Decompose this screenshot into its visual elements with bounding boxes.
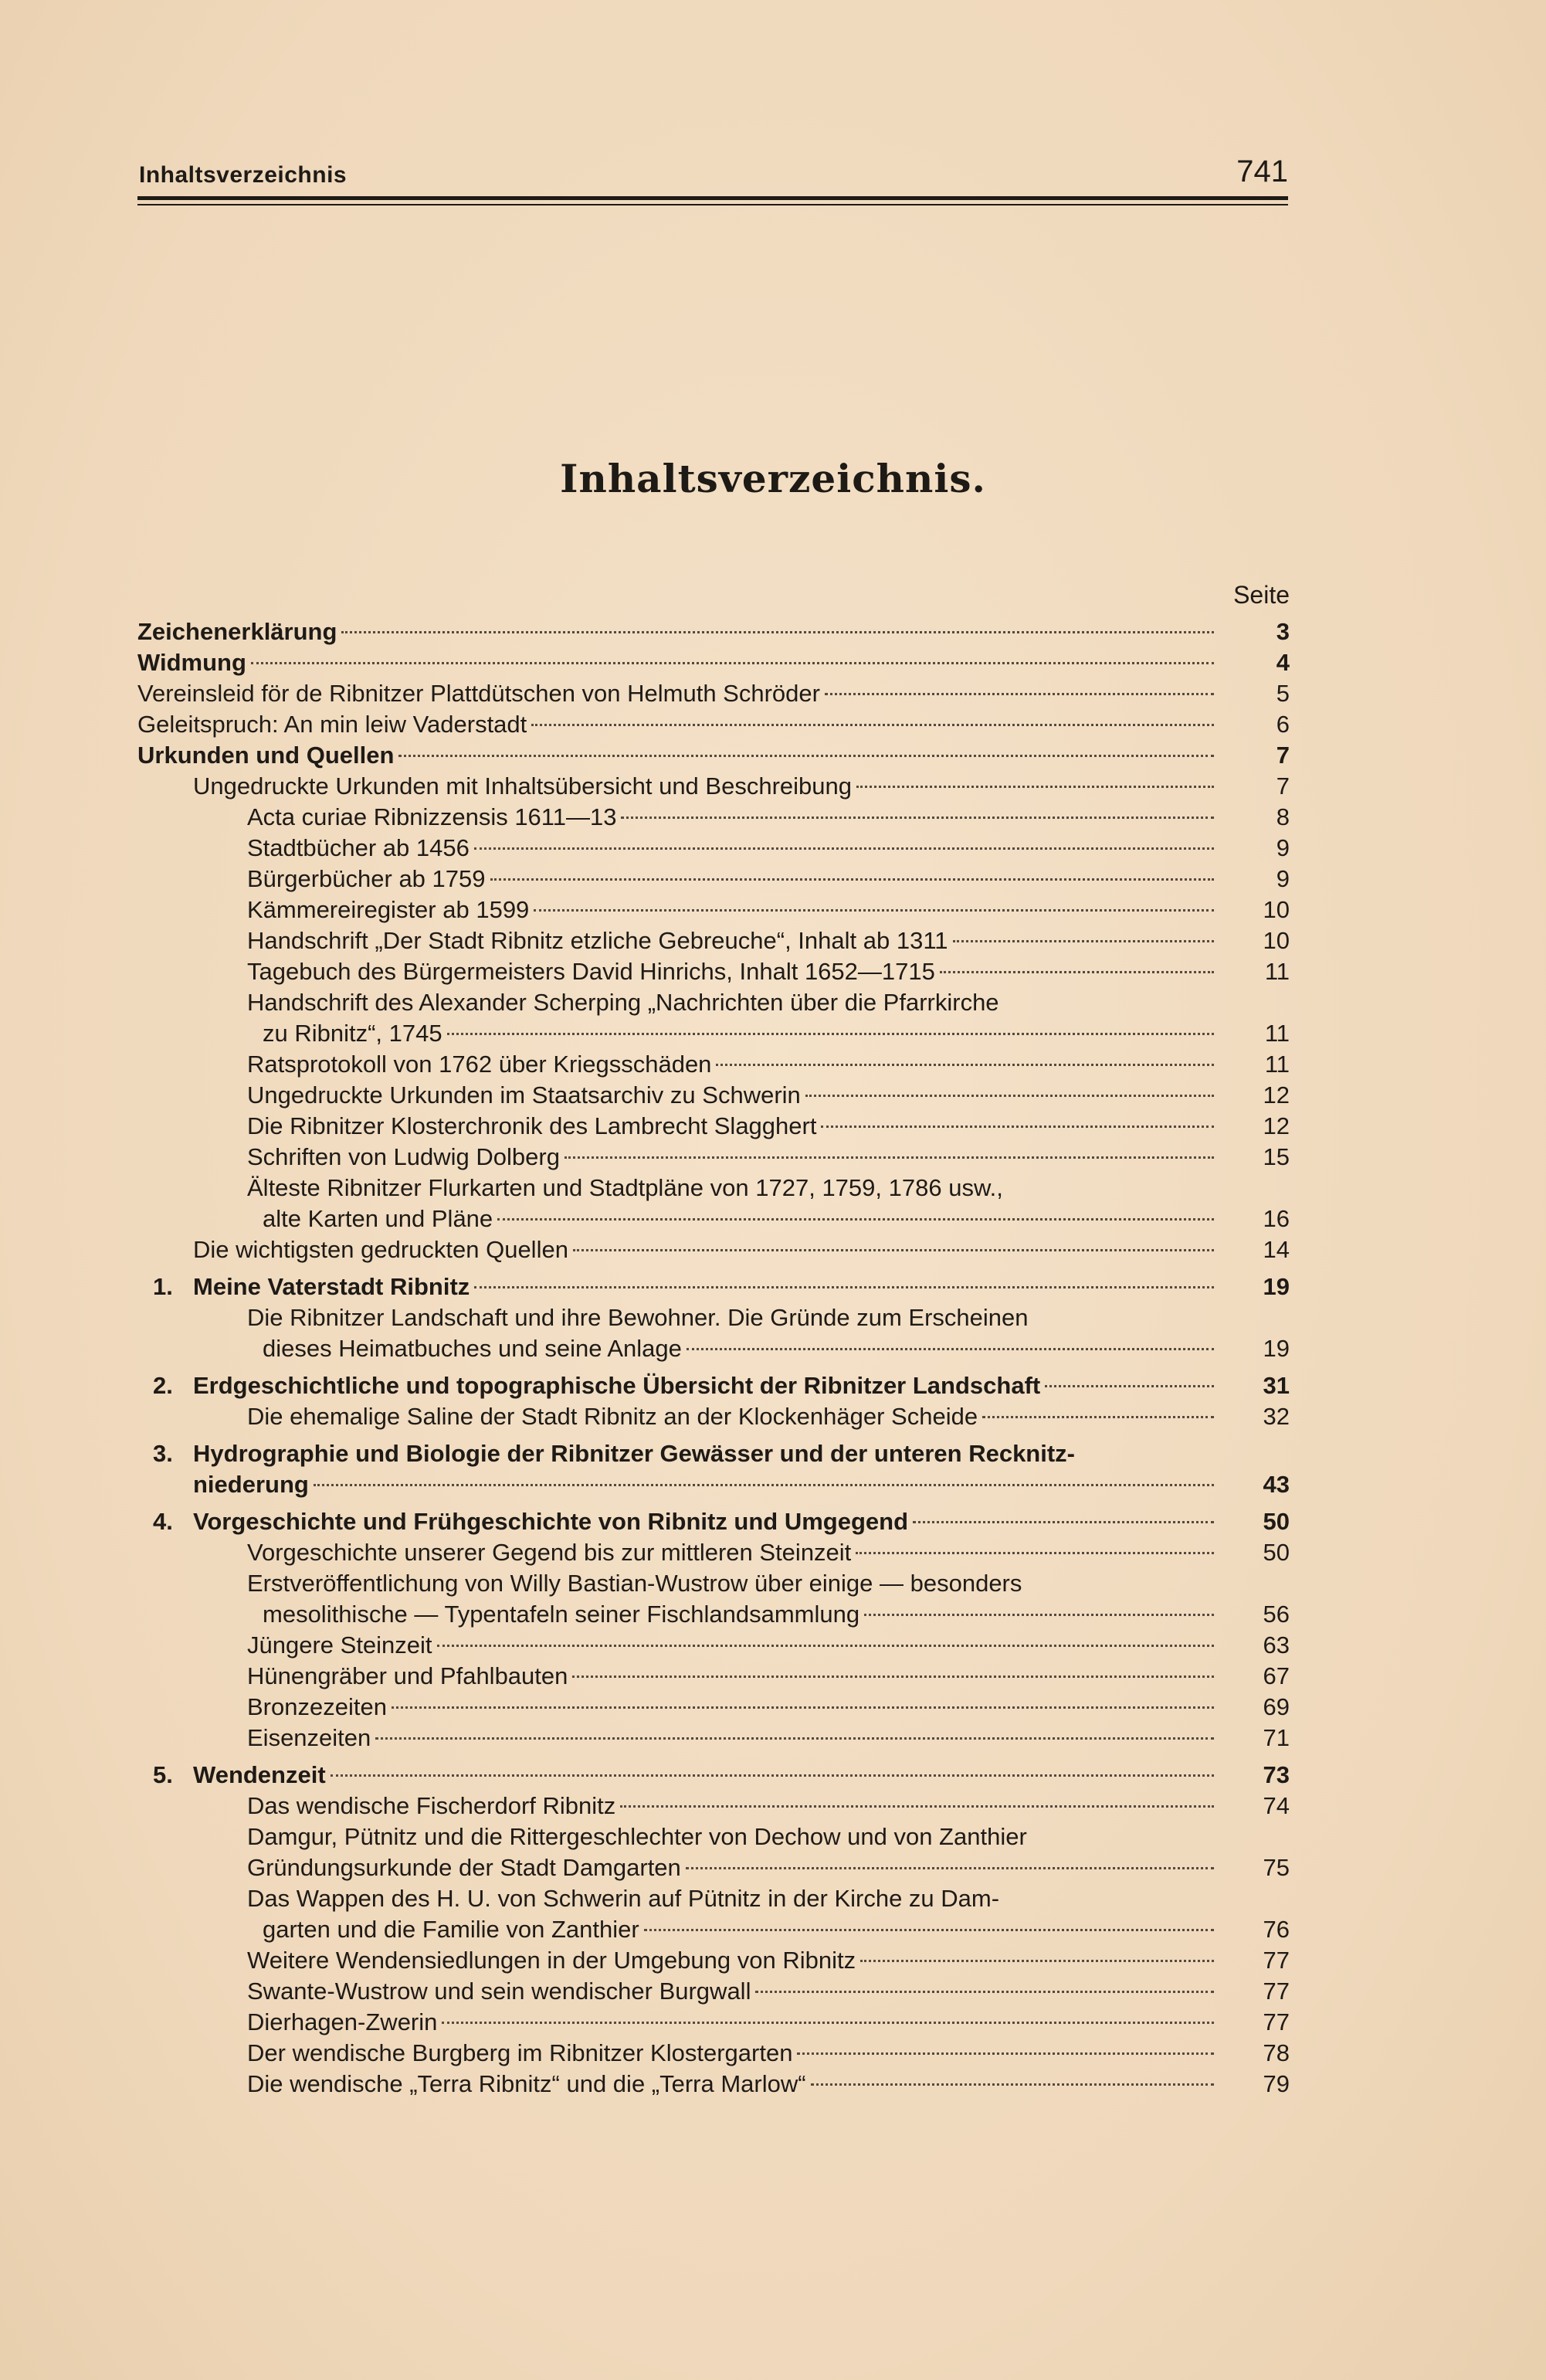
toc-entry-page: 7 bbox=[1276, 772, 1290, 800]
toc-entry-page: 4 bbox=[1276, 649, 1290, 676]
toc-entry-line bbox=[247, 833, 1219, 864]
toc-entry-title: Schriften von Ludwig Dolberg bbox=[247, 1143, 560, 1170]
toc-entry bbox=[137, 740, 1290, 771]
toc-entry-page: 69 bbox=[1263, 1693, 1290, 1720]
toc-entry-line bbox=[193, 1370, 1219, 1401]
toc-entry-page: 14 bbox=[1263, 1236, 1290, 1263]
toc-entry-page: 79 bbox=[1263, 2070, 1290, 2097]
toc-entry-page: 10 bbox=[1263, 927, 1290, 954]
toc-entry-title: Die Ribnitzer Klosterchronik des Lambrecht Slagghert bbox=[247, 1112, 817, 1139]
toc-entry bbox=[137, 1791, 1290, 1821]
toc-entry-title: Bürgerbücher ab 1759 bbox=[247, 865, 486, 892]
header-rule-thick bbox=[137, 196, 1288, 200]
toc-entry bbox=[137, 1537, 1290, 1568]
toc-leader-dots bbox=[490, 878, 1214, 881]
toc-entry-line bbox=[247, 2038, 1219, 2069]
toc-entry bbox=[137, 1852, 1290, 1883]
toc-leader-dots bbox=[573, 1248, 1214, 1251]
toc-leader-dots bbox=[442, 2021, 1214, 2024]
toc-entry-line bbox=[247, 1568, 1219, 1599]
toc-entry-title: Vorgeschichte und Frühgeschichte von Ribnitz und Umgegend bbox=[193, 1508, 909, 1535]
toc-entry-page: 43 bbox=[1263, 1471, 1290, 1498]
toc-entry-page: 32 bbox=[1263, 1403, 1290, 1430]
toc-entry-page: 73 bbox=[1263, 1761, 1290, 1788]
toc-entry-page: 63 bbox=[1263, 1631, 1290, 1659]
toc-entry bbox=[137, 1438, 1290, 1469]
toc-leader-dots bbox=[953, 939, 1214, 942]
toc-entry-page: 19 bbox=[1263, 1273, 1290, 1300]
toc-entry-title: Hydrographie und Biologie der Ribnitzer Gewässer und der unteren Recknitz- bbox=[193, 1440, 1076, 1467]
toc-entry-line bbox=[247, 1945, 1219, 1976]
toc-entry-line bbox=[193, 1234, 1219, 1265]
toc-entry bbox=[137, 2069, 1290, 2100]
toc-leader-dots bbox=[805, 1094, 1214, 1097]
toc-entry-page: 6 bbox=[1276, 711, 1290, 738]
toc-entry-line bbox=[247, 956, 1219, 987]
toc-entry-line bbox=[247, 802, 1219, 833]
toc-entry-page: 74 bbox=[1263, 1792, 1290, 1819]
toc-entry-line bbox=[263, 1599, 1219, 1630]
toc-leader-dots bbox=[860, 1959, 1214, 1962]
toc-entry-line bbox=[247, 2069, 1219, 2100]
toc-entry-title: Dierhagen-Zwerin bbox=[247, 2008, 438, 2035]
toc-entry bbox=[137, 1506, 1290, 1537]
page-number: 741 bbox=[1236, 154, 1288, 188]
toc-entry-title: Ungedruckte Urkunden mit Inhaltsübersicht und Beschreibung bbox=[193, 772, 852, 800]
toc-leader-dots bbox=[982, 1415, 1214, 1418]
toc-leader-dots bbox=[314, 1483, 1214, 1486]
toc-entry bbox=[137, 802, 1290, 833]
toc-leader-dots bbox=[864, 1613, 1214, 1616]
toc-entry-line bbox=[137, 616, 1219, 647]
toc-entry-line bbox=[137, 740, 1219, 771]
toc-entry-line bbox=[247, 895, 1219, 925]
page-column-label: Seite bbox=[1233, 581, 1290, 609]
toc-leader-dots bbox=[437, 1644, 1214, 1647]
page-title: Inhaltsverzeichnis. bbox=[560, 456, 986, 501]
toc-entry-line bbox=[263, 1914, 1219, 1945]
running-head-title: Inhaltsverzeichnis bbox=[139, 162, 348, 188]
toc-entry bbox=[137, 1469, 1290, 1500]
toc-entry-title: Handschrift des Alexander Scherping „Nachrichten über die Pfarrkirche bbox=[247, 989, 999, 1016]
toc-entry bbox=[137, 1271, 1290, 1302]
toc-entry-line bbox=[137, 647, 1219, 678]
toc-entry-title: Swante-Wustrow und sein wendischer Burgwall bbox=[247, 1978, 751, 2005]
toc-entry-line bbox=[247, 1692, 1219, 1723]
toc-leader-dots bbox=[856, 1551, 1214, 1554]
toc-leader-dots bbox=[716, 1063, 1214, 1066]
toc-entry-line bbox=[247, 1111, 1219, 1142]
toc-leader-dots bbox=[856, 785, 1214, 788]
toc-entry-title: Zeichenerklärung bbox=[137, 618, 337, 645]
toc-entry-title: Erdgeschichtliche und topographische Übersicht der Ribnitzer Landschaft bbox=[193, 1372, 1041, 1399]
toc-entry-title: Meine Vaterstadt Ribnitz bbox=[193, 1273, 470, 1300]
toc-entry bbox=[137, 1370, 1290, 1401]
toc-entry-page: 75 bbox=[1263, 1854, 1290, 1881]
toc-entry-line bbox=[247, 1661, 1219, 1692]
toc-entry-page: 12 bbox=[1263, 1112, 1290, 1139]
toc-entry-line bbox=[247, 1976, 1219, 2007]
toc-entry-line bbox=[193, 1469, 1219, 1500]
toc-entry-number: 5. bbox=[153, 1761, 173, 1788]
toc-leader-dots bbox=[447, 1032, 1214, 1035]
toc-entry-title: dieses Heimatbuches und seine Anlage bbox=[263, 1335, 682, 1362]
toc-entry-page: 5 bbox=[1276, 680, 1290, 707]
toc-entry-title: Geleitspruch: An min leiw Vaderstadt bbox=[137, 711, 527, 738]
toc-leader-dots bbox=[398, 754, 1214, 757]
toc-entry-page: 76 bbox=[1263, 1916, 1290, 1943]
toc-entry-title: Handschrift „Der Stadt Ribnitz etzliche Gebreuche“, Inhalt ab 1311 bbox=[247, 927, 948, 954]
toc-entry bbox=[137, 1914, 1290, 1945]
toc-entry-line bbox=[247, 1821, 1219, 1852]
toc-entry-page: 77 bbox=[1263, 1978, 1290, 2005]
toc-entry-line bbox=[263, 1333, 1219, 1364]
toc-leader-dots bbox=[251, 661, 1214, 664]
toc-leader-dots bbox=[331, 1774, 1214, 1777]
toc-entry-page: 3 bbox=[1276, 618, 1290, 645]
toc-entry-page: 11 bbox=[1264, 1051, 1290, 1078]
toc-entry-page: 8 bbox=[1276, 803, 1290, 830]
toc-entry-title: Die Ribnitzer Landschaft und ihre Bewohner. Die Gründe zum Erscheinen bbox=[247, 1304, 1029, 1331]
toc-entry-title: Kämmereiregister ab 1599 bbox=[247, 896, 530, 923]
running-head bbox=[137, 154, 1288, 198]
toc-entry-title: Vorgeschichte unserer Gegend bis zur mittleren Steinzeit bbox=[247, 1539, 852, 1566]
toc-leader-dots bbox=[940, 970, 1214, 973]
toc-entry-title: mesolithische — Typentafeln seiner Fischlandsammlung bbox=[263, 1601, 860, 1628]
toc-entry bbox=[137, 1333, 1290, 1364]
toc-entry-line bbox=[137, 678, 1219, 709]
toc-entry-title: Widmung bbox=[137, 649, 246, 676]
toc-entry-line bbox=[263, 1204, 1219, 1234]
toc-entry-line bbox=[247, 1723, 1219, 1754]
toc-entry-title: zu Ribnitz“, 1745 bbox=[263, 1020, 442, 1047]
toc-leader-dots bbox=[497, 1217, 1214, 1221]
toc-entry-page: 77 bbox=[1263, 2008, 1290, 2035]
toc-entry-page: 15 bbox=[1263, 1143, 1290, 1170]
toc-leader-dots bbox=[825, 692, 1214, 695]
toc-entry bbox=[137, 1760, 1290, 1791]
toc-leader-dots bbox=[644, 1928, 1214, 1931]
toc-entry-line bbox=[247, 1883, 1219, 1914]
toc-entry-title: Die wichtigsten gedruckten Quellen bbox=[193, 1236, 568, 1263]
toc-entry-title: Ratsprotokoll von 1762 über Kriegsschäden bbox=[247, 1051, 712, 1078]
toc-entry bbox=[137, 864, 1290, 895]
toc-entry-title: niederung bbox=[193, 1471, 309, 1498]
toc-entry-number: 1. bbox=[153, 1273, 173, 1300]
toc-entry bbox=[137, 616, 1290, 647]
toc-entry bbox=[137, 1204, 1290, 1234]
toc-entry bbox=[137, 1692, 1290, 1723]
toc-entry bbox=[137, 956, 1290, 987]
toc-leader-dots bbox=[621, 816, 1214, 819]
toc-entry bbox=[137, 1111, 1290, 1142]
toc-entry-page: 78 bbox=[1263, 2039, 1290, 2066]
toc-entry bbox=[137, 833, 1290, 864]
toc-entry bbox=[137, 1976, 1290, 2007]
toc-entry-title: Jüngere Steinzeit bbox=[247, 1631, 432, 1659]
toc-entry-line bbox=[247, 925, 1219, 956]
toc-entry-page: 7 bbox=[1276, 742, 1290, 769]
toc-entry-line bbox=[247, 1401, 1219, 1432]
toc-entry-title: Die ehemalige Saline der Stadt Ribnitz an der Klockenhäger Scheide bbox=[247, 1403, 978, 1430]
toc-entry-title: Das wendische Fischerdorf Ribnitz bbox=[247, 1792, 616, 1819]
toc-entry-title: Eisenzeiten bbox=[247, 1724, 371, 1751]
toc-entry bbox=[137, 1234, 1290, 1265]
toc-entry-page: 31 bbox=[1263, 1372, 1290, 1399]
toc-leader-dots bbox=[687, 1347, 1214, 1350]
toc-leader-dots bbox=[913, 1520, 1214, 1523]
toc-leader-dots bbox=[755, 1990, 1214, 1993]
toc-entry-line bbox=[247, 1630, 1219, 1661]
toc-entry bbox=[137, 1302, 1290, 1333]
toc-leader-dots bbox=[620, 1805, 1214, 1808]
toc-entry-page: 50 bbox=[1263, 1539, 1290, 1566]
table-of-contents bbox=[137, 616, 1290, 2100]
toc-entry bbox=[137, 1049, 1290, 1080]
toc-leader-dots bbox=[375, 1737, 1214, 1740]
toc-entry bbox=[137, 1723, 1290, 1754]
toc-entry bbox=[137, 1661, 1290, 1692]
toc-entry-number: 4. bbox=[153, 1508, 173, 1535]
toc-entry bbox=[137, 2038, 1290, 2069]
toc-leader-dots bbox=[392, 1706, 1214, 1709]
toc-leader-dots bbox=[797, 2052, 1214, 2055]
toc-entry-page: 9 bbox=[1276, 834, 1290, 861]
toc-leader-dots bbox=[534, 908, 1214, 912]
toc-entry-line bbox=[247, 1049, 1219, 1080]
toc-entry bbox=[137, 1173, 1290, 1204]
toc-entry bbox=[137, 1599, 1290, 1630]
toc-entry-number: 3. bbox=[153, 1440, 173, 1467]
toc-entry-line bbox=[193, 771, 1219, 802]
toc-leader-dots bbox=[821, 1125, 1214, 1128]
toc-entry-line bbox=[247, 987, 1219, 1018]
header-rule-thin bbox=[137, 204, 1288, 205]
toc-entry bbox=[137, 647, 1290, 678]
toc-entry-line bbox=[247, 1080, 1219, 1111]
toc-entry bbox=[137, 925, 1290, 956]
toc-entry-line bbox=[247, 864, 1219, 895]
toc-entry-title: garten und die Familie von Zanthier bbox=[263, 1916, 639, 1943]
toc-entry-page: 67 bbox=[1263, 1662, 1290, 1689]
toc-entry bbox=[137, 1568, 1290, 1599]
toc-entry-title: Der wendische Burgberg im Ribnitzer Klostergarten bbox=[247, 2039, 793, 2066]
toc-entry bbox=[137, 895, 1290, 925]
toc-entry bbox=[137, 987, 1290, 1018]
toc-entry-line bbox=[193, 1506, 1219, 1537]
toc-entry-title: alte Karten und Pläne bbox=[263, 1205, 493, 1232]
toc-entry-title: Die wendische „Terra Ribnitz“ und die „Terra Marlow“ bbox=[247, 2070, 806, 2097]
toc-entry-line bbox=[247, 2007, 1219, 2038]
toc-entry-page: 10 bbox=[1263, 896, 1290, 923]
toc-entry bbox=[137, 1821, 1290, 1852]
toc-entry-line bbox=[247, 1852, 1219, 1883]
toc-entry-line bbox=[247, 1173, 1219, 1204]
toc-leader-dots bbox=[531, 723, 1214, 726]
toc-entry bbox=[137, 2007, 1290, 2038]
toc-entry-title: Gründungsurkunde der Stadt Damgarten bbox=[247, 1854, 681, 1881]
toc-entry bbox=[137, 1018, 1290, 1049]
toc-entry-line bbox=[247, 1537, 1219, 1568]
toc-entry-title: Das Wappen des H. U. von Schwerin auf Pütnitz in der Kirche zu Dam- bbox=[247, 1885, 1000, 1912]
toc-entry-page: 12 bbox=[1263, 1081, 1290, 1109]
toc-entry-title: Ungedruckte Urkunden im Staatsarchiv zu Schwerin bbox=[247, 1081, 801, 1109]
toc-entry bbox=[137, 709, 1290, 740]
toc-entry-page: 11 bbox=[1264, 1020, 1290, 1047]
toc-entry bbox=[137, 1883, 1290, 1914]
toc-entry-title: Stadtbücher ab 1456 bbox=[247, 834, 470, 861]
toc-entry bbox=[137, 1945, 1290, 1976]
toc-entry bbox=[137, 678, 1290, 709]
toc-leader-dots bbox=[1045, 1384, 1214, 1387]
toc-entry-title: Älteste Ribnitzer Flurkarten und Stadtpläne von 1727, 1759, 1786 usw., bbox=[247, 1174, 1003, 1201]
toc-entry-title: Wendenzeit bbox=[193, 1761, 326, 1788]
toc-entry bbox=[137, 1630, 1290, 1661]
toc-leader-dots bbox=[474, 847, 1214, 850]
toc-leader-dots bbox=[686, 1866, 1214, 1869]
toc-entry-title: Acta curiae Ribnizzensis 1611—13 bbox=[247, 803, 617, 830]
toc-entry bbox=[137, 771, 1290, 802]
toc-entry-title: Bronzezeiten bbox=[247, 1693, 387, 1720]
toc-entry bbox=[137, 1080, 1290, 1111]
toc-entry-page: 50 bbox=[1263, 1508, 1290, 1535]
toc-entry-title: Hünengräber und Pfahlbauten bbox=[247, 1662, 568, 1689]
toc-entry-line bbox=[193, 1438, 1219, 1469]
toc-entry-line bbox=[247, 1791, 1219, 1821]
toc-entry-page: 71 bbox=[1263, 1724, 1290, 1751]
toc-entry bbox=[137, 1401, 1290, 1432]
toc-leader-dots bbox=[811, 2083, 1214, 2086]
toc-entry-page: 9 bbox=[1276, 865, 1290, 892]
toc-entry-title: Weitere Wendensiedlungen in der Umgebung von Ribnitz bbox=[247, 1947, 856, 1974]
toc-entry-page: 56 bbox=[1263, 1601, 1290, 1628]
toc-entry-page: 11 bbox=[1264, 958, 1290, 985]
toc-entry-number: 2. bbox=[153, 1372, 173, 1399]
toc-entry-line bbox=[137, 709, 1219, 740]
toc-entry-line bbox=[193, 1760, 1219, 1791]
toc-leader-dots bbox=[572, 1675, 1214, 1678]
toc-entry-title: Urkunden und Quellen bbox=[137, 742, 395, 769]
toc-entry-page: 77 bbox=[1263, 1947, 1290, 1974]
toc-leader-dots bbox=[474, 1285, 1214, 1288]
toc-entry-page: 19 bbox=[1263, 1335, 1290, 1362]
toc-entry-title: Damgur, Pütnitz und die Rittergeschlechter von Dechow und von Zanthier bbox=[247, 1823, 1027, 1850]
toc-entry-line bbox=[193, 1271, 1219, 1302]
toc-entry-page: 16 bbox=[1263, 1205, 1290, 1232]
toc-leader-dots bbox=[341, 630, 1214, 633]
toc-entry bbox=[137, 1142, 1290, 1173]
toc-entry-line bbox=[263, 1018, 1219, 1049]
toc-entry-title: Vereinsleid för de Ribnitzer Plattdütschen von Helmuth Schröder bbox=[137, 680, 820, 707]
toc-entry-line bbox=[247, 1142, 1219, 1173]
toc-leader-dots bbox=[564, 1156, 1214, 1159]
toc-entry-line bbox=[247, 1302, 1219, 1333]
toc-entry-title: Tagebuch des Bürgermeisters David Hinrichs, Inhalt 1652—1715 bbox=[247, 958, 935, 985]
toc-entry-title: Erstveröffentlichung von Willy Bastian-Wustrow über einige — besonders bbox=[247, 1570, 1022, 1597]
